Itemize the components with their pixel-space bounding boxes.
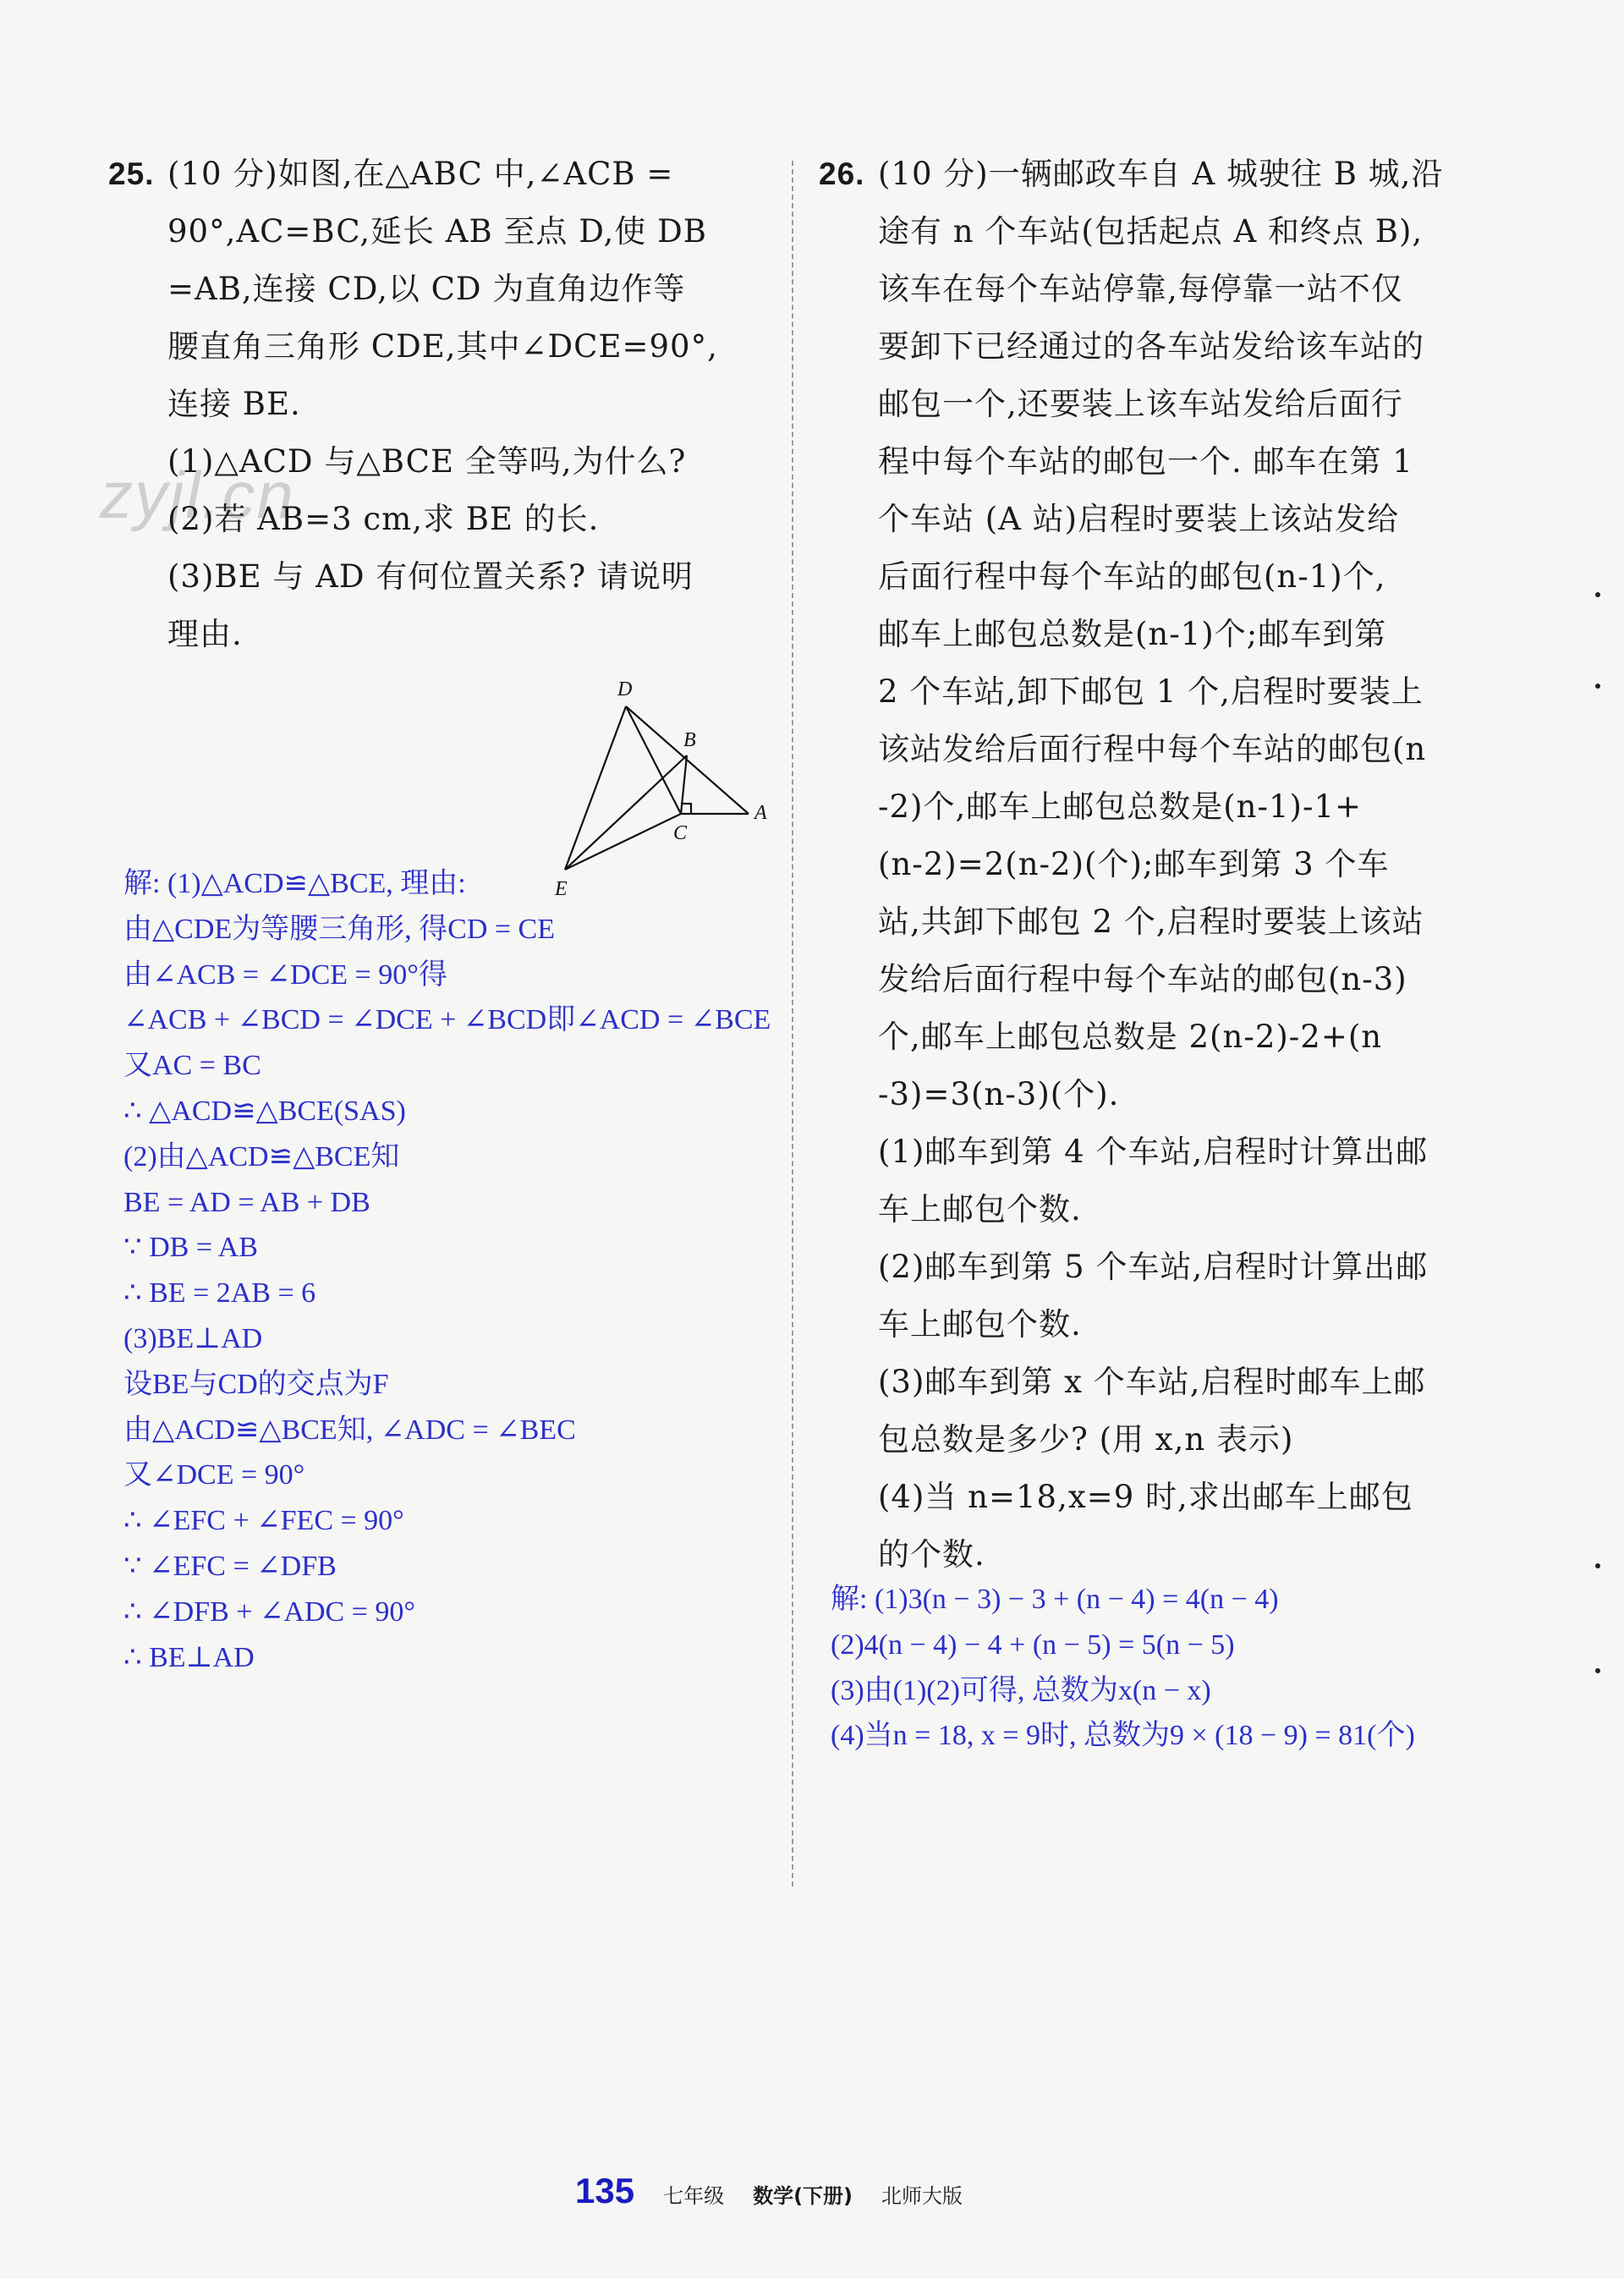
label-d: D xyxy=(617,678,633,700)
answer-line: ∵ DB = AB xyxy=(123,1232,258,1264)
answer-line: ∴ △ACD≌△BCE(SAS) xyxy=(123,1096,406,1127)
question-number: 25. xyxy=(108,157,155,191)
segment-dc xyxy=(626,706,681,814)
margin-dot xyxy=(1595,1668,1600,1673)
question-line: 该车在每个车站停靠,每停靠一站不仅 xyxy=(878,271,1403,307)
answer-line: (2)4(n − 4) − 4 + (n − 5) = 5(n − 5) xyxy=(831,1628,1235,1661)
margin-dot xyxy=(1595,1563,1600,1568)
answer-line: ∴ BE = 2AB = 6 xyxy=(123,1277,316,1310)
question-line: (10 分)一辆邮政车自 A 城驶往 B 城,沿 xyxy=(878,156,1444,192)
segment-cb xyxy=(681,755,687,814)
triangle-figure xyxy=(541,668,770,905)
question-line: (10 分)如图,在△ABC 中,∠ACB = xyxy=(167,156,674,192)
margin-dot xyxy=(1595,592,1600,597)
watermark: zyjl.cn xyxy=(100,458,295,532)
answer-line: (2)由△ACD≌△BCE知 xyxy=(123,1140,400,1172)
answer-line: (4)当n = 18, x = 9时, 总数为9 × (18 − 9) = 81(个) xyxy=(831,1720,1415,1752)
question-line: -2)个,邮车上邮包总数是(n-1)-1+ xyxy=(878,788,1363,825)
answer-line: ∵ ∠EFC = ∠DFB xyxy=(123,1551,337,1582)
label-e: E xyxy=(555,878,568,900)
question-line: 站,共卸下邮包 2 个,启程时要装上该站 xyxy=(878,903,1424,940)
answer-line: ∠ACB + ∠BCD = ∠DCE + ∠BCD即∠ACD = ∠BCE xyxy=(123,1004,771,1036)
answer-line: 解: (1)3(n − 3) − 3 + (n − 4) = 4(n − 4) xyxy=(831,1584,1279,1615)
question-line: 要卸下已经通过的各车站发给该车站的 xyxy=(878,328,1424,365)
question-line: 个,邮车上邮包总数是 2(n-2)-2+(n xyxy=(878,1019,1383,1055)
question-line: 车上邮包个数. xyxy=(878,1306,1082,1343)
question-line: (1)邮车到第 4 个车站,启程时计算出邮 xyxy=(878,1134,1429,1170)
question-line: 程中每个车站的邮包一个. 邮车在第 1 xyxy=(878,443,1413,480)
question-line: =AB,连接 CD,以 CD 为直角边作等 xyxy=(167,271,686,307)
question-line: 个车站 (A 站)启程时要装上该站发给 xyxy=(878,501,1400,537)
page-number: 135 xyxy=(575,2171,635,2210)
answer-line: ∴ ∠DFB + ∠ADC = 90° xyxy=(123,1595,415,1628)
answer-line: (3)由(1)(2)可得, 总数为x(n − x) xyxy=(831,1674,1211,1706)
answer-line: ∴ BE⊥AD xyxy=(123,1641,255,1673)
margin-dot xyxy=(1595,684,1600,689)
question-line: 连接 BE. xyxy=(167,386,301,422)
answer-line: 由∠ACB = ∠DCE = 90°得 xyxy=(123,958,447,991)
answer-line: 由△ACD≌△BCE知, ∠ADC = ∠BEC xyxy=(123,1414,576,1446)
answer-line: 又AC = BC xyxy=(123,1050,261,1082)
segment-be xyxy=(565,755,687,870)
column-divider xyxy=(792,161,793,1886)
subject-label: 数学(下册) xyxy=(753,2184,853,2208)
answer-line: 由△CDE为等腰三角形, 得CD = CE xyxy=(123,913,555,945)
question-line: 理由. xyxy=(167,616,243,652)
question-line: 后面行程中每个车站的邮包(n-1)个, xyxy=(878,558,1386,595)
question-line: 的个数. xyxy=(878,1536,985,1573)
question-line: 邮包一个,还要装上该车站发给后面行 xyxy=(878,386,1403,422)
question-line: (n-2)=2(n-2)(个);邮车到第 3 个车 xyxy=(878,846,1390,882)
question-line: 包总数是多少? (用 x,n 表示) xyxy=(878,1421,1294,1458)
question-line: (1)△ACD 与△BCE 全等吗,为什么? xyxy=(167,443,687,480)
question-number: 26. xyxy=(819,157,865,191)
question-line: 该站发给后面行程中每个车站的邮包(n xyxy=(878,731,1427,767)
question-line: 发给后面行程中每个车站的邮包(n-3) xyxy=(878,961,1407,997)
edition-label: 北师大版 xyxy=(881,2184,963,2208)
answer-line: 解: (1)△ACD≌△BCE, 理由: xyxy=(123,868,466,899)
answer-line: ∴ ∠EFC + ∠FEC = 90° xyxy=(123,1505,404,1537)
question-line: 腰直角三角形 CDE,其中∠DCE=90°, xyxy=(167,328,718,365)
page-footer xyxy=(575,2171,963,2211)
answer-line: (3)BE⊥AD xyxy=(123,1323,263,1354)
question-line: 2 个车站,卸下邮包 1 个,启程时要装上 xyxy=(878,673,1424,710)
question-line: 车上邮包个数. xyxy=(878,1191,1082,1227)
answer-line: 又∠DCE = 90° xyxy=(123,1459,305,1491)
question-line: (2)若 AB=3 cm,求 BE 的长. xyxy=(167,501,600,537)
question-line: (3)邮车到第 x 个车站,启程时邮车上邮 xyxy=(878,1364,1426,1400)
question-line: 90°,AC=BC,延长 AB 至点 D,使 DB xyxy=(167,213,707,250)
question-line: 途有 n 个车站(包括起点 A 和终点 B), xyxy=(878,213,1424,250)
question-line: (2)邮车到第 5 个车站,启程时计算出邮 xyxy=(878,1249,1429,1285)
question-line: 邮车上邮包总数是(n-1)个;邮车到第 xyxy=(878,616,1387,652)
answer-line: 设BE与CD的交点为F xyxy=(123,1368,389,1400)
label-c: C xyxy=(673,822,688,844)
answer-line: BE = AD = AB + DB xyxy=(123,1186,370,1218)
question-line: -3)=3(n-3)(个). xyxy=(878,1076,1120,1112)
question-line: (4)当 n=18,x=9 时,求出邮车上邮包 xyxy=(878,1479,1413,1515)
label-a: A xyxy=(754,802,767,824)
label-b: B xyxy=(683,729,696,751)
question-line: (3)BE 与 AD 有何位置关系? 请说明 xyxy=(167,558,694,595)
grade-label: 七年级 xyxy=(663,2184,725,2208)
